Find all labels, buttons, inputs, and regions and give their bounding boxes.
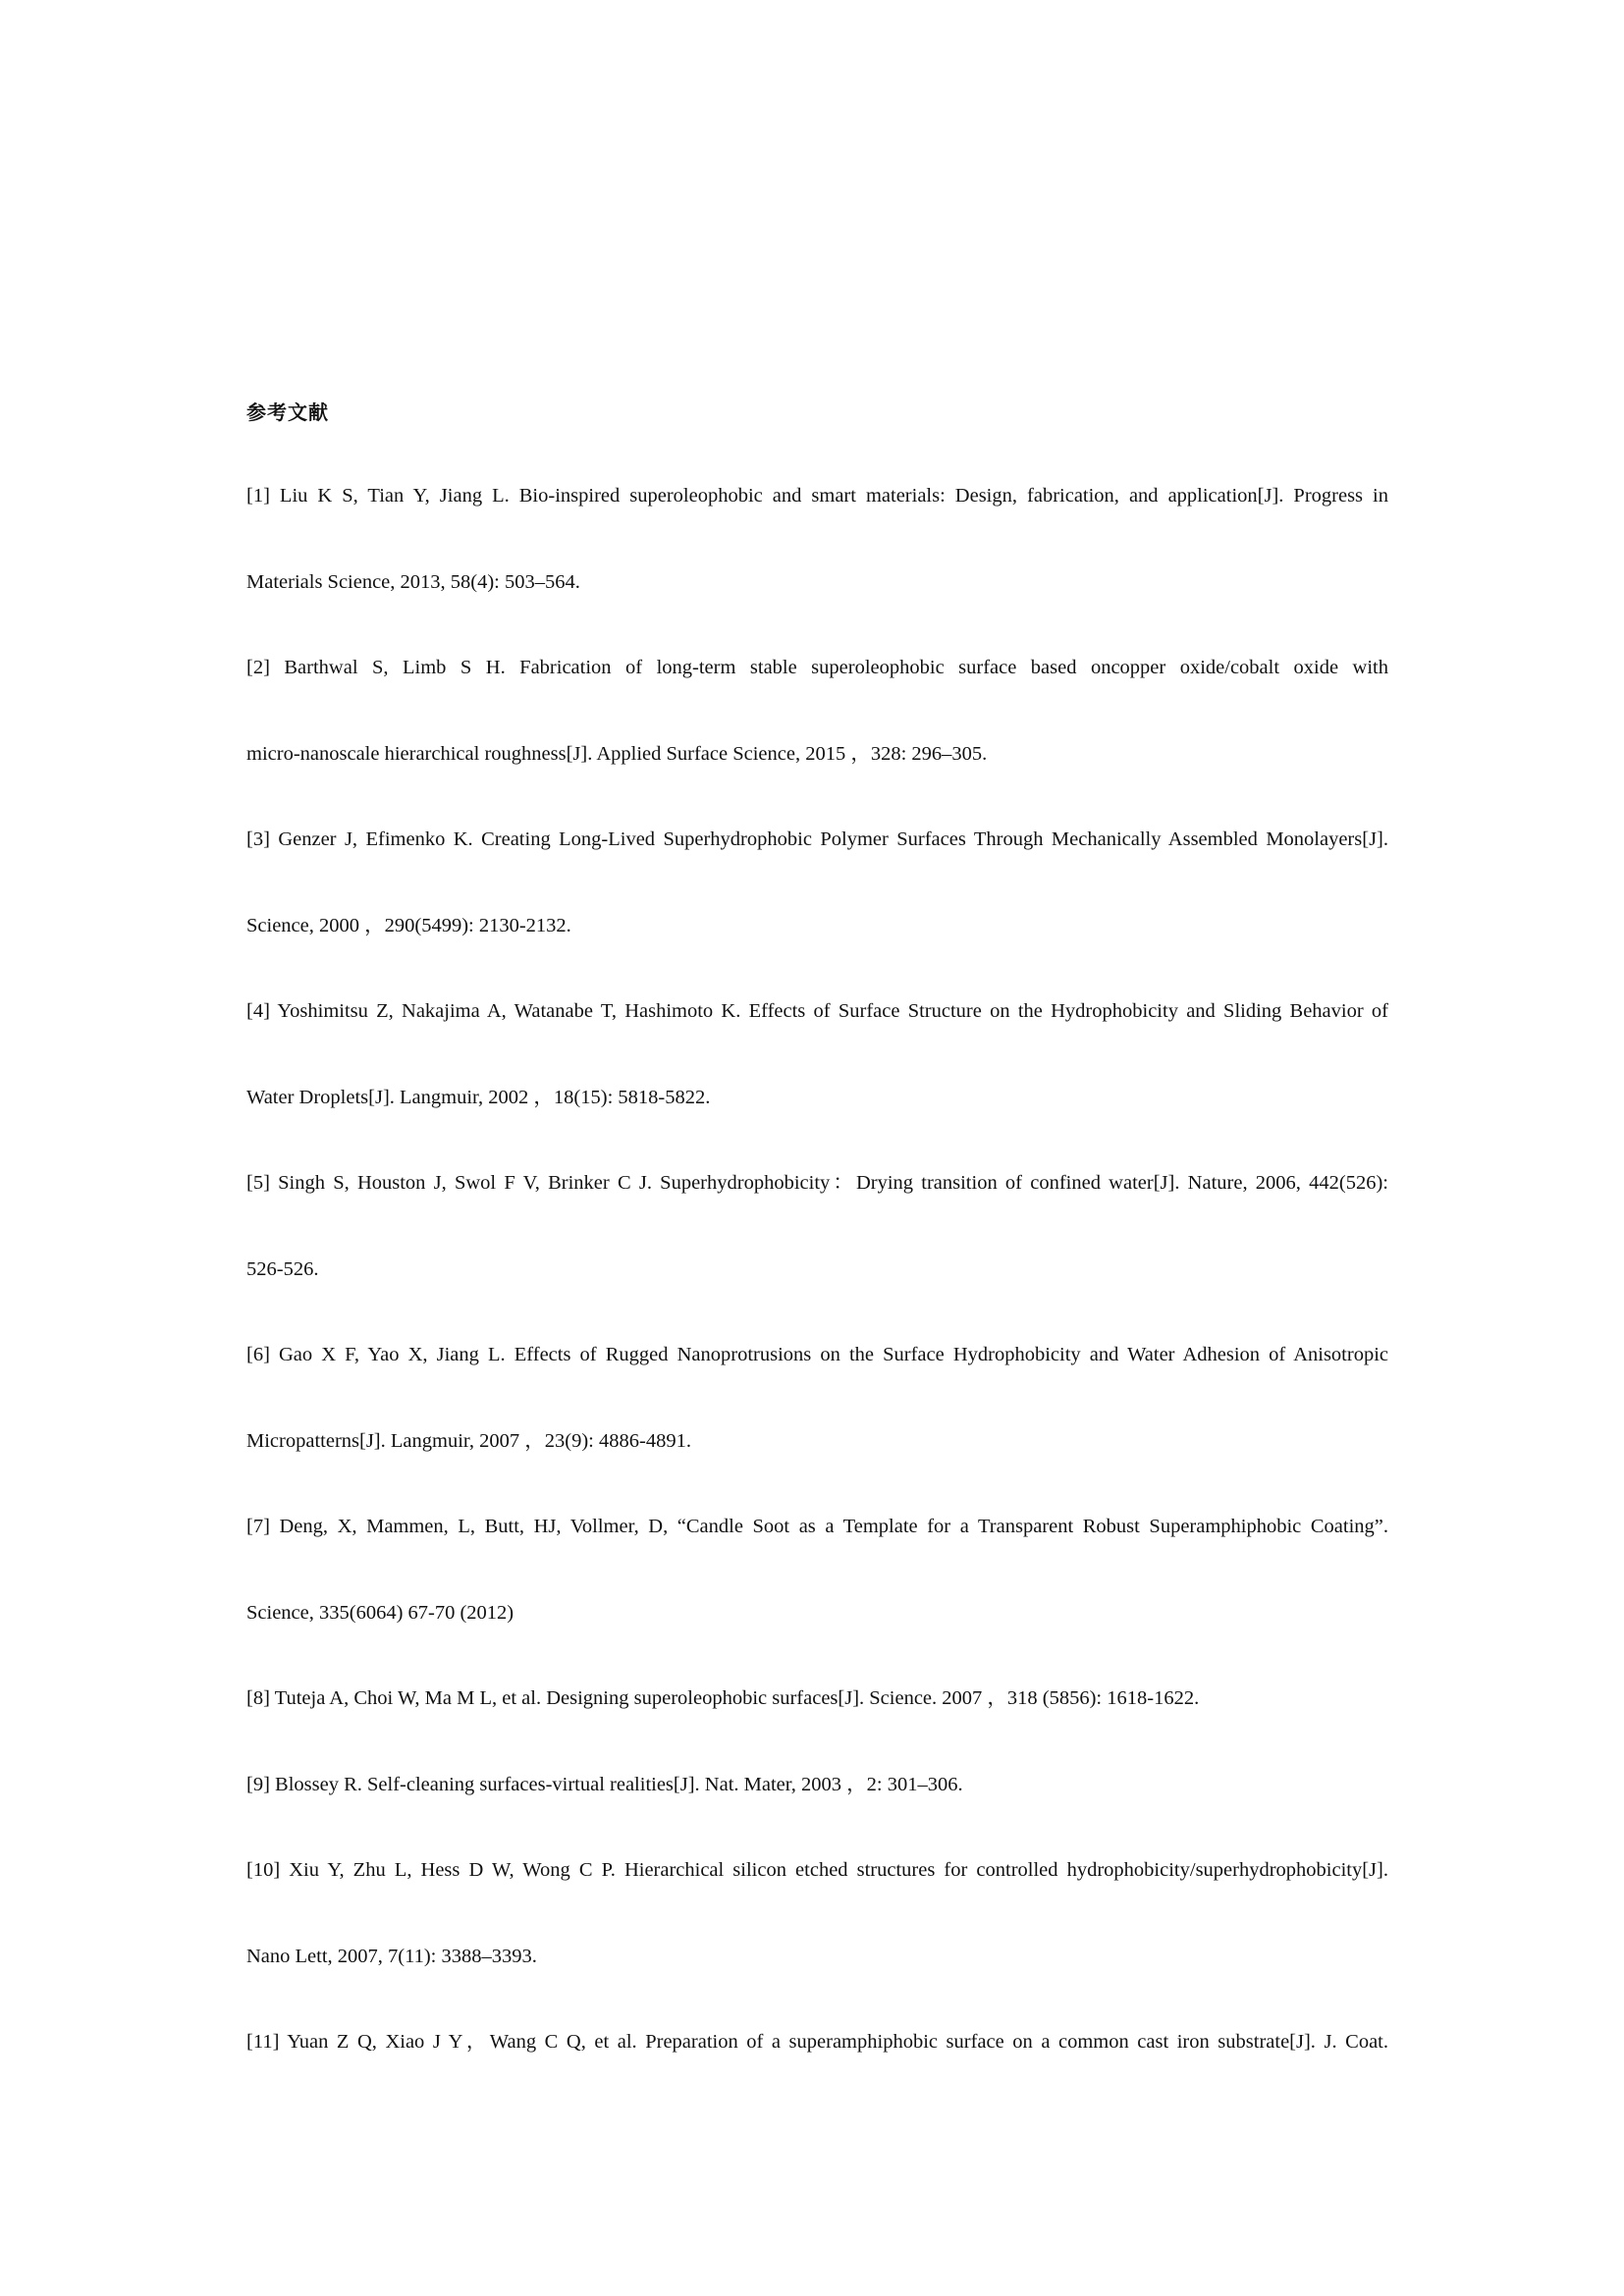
reference-10-line-1: [10] Xiu Y, Zhu L, Hess D W, Wong C P. Hierarchical silicon etched structures for controlled hydrophobicity/superhydrophobicity[J]. bbox=[246, 1859, 1388, 1881]
reference-3-line-2: Science, 2000 ，290(5499): 2130-2132. bbox=[246, 915, 571, 936]
references-heading: 参考文献 bbox=[246, 400, 329, 424]
reference-11-line-1: [11] Yuan Z Q, Xiao J Y，Wang C Q, et al. Preparation of a superamphiphobic surface on a common cast iron substrate[J]. J. Coat. bbox=[246, 2031, 1388, 2053]
reference-4-line-1: [4] Yoshimitsu Z, Nakajima A, Watanabe T, Hashimoto K. Effects of Surface Structure on the Hydrophobicity and Sliding Behavior of bbox=[246, 1000, 1388, 1022]
reference-10-line-2: Nano Lett, 2007, 7(11): 3388–3393. bbox=[246, 1946, 537, 1967]
reference-9-line-1: [9] Blossey R. Self-cleaning surfaces-virtual realities[J]. Nat. Mater, 2003 ，2: 301–306. bbox=[246, 1774, 963, 1795]
reference-5-line-1: [5] Singh S, Houston J, Swol F V, Brinker C J. Superhydrophobicity：Drying transition of confined water[J]. Nature, 2006, 442(526): bbox=[246, 1172, 1388, 1194]
reference-8-line-1: [8] Tuteja A, Choi W, Ma M L, et al. Designing superoleophobic surfaces[J]. Science. 2007 ，318 (5856): 1618-1622. bbox=[246, 1687, 1200, 1709]
reference-7-line-1: [7] Deng, X, Mammen, L, Butt, HJ, Vollmer, D, “Candle Soot as a Template for a Transparent Robust Superamphiphobic Coating”. bbox=[246, 1516, 1388, 1537]
reference-2-line-2: micro-nanoscale hierarchical roughness[J]. Applied Surface Science, 2015 ，328: 296–305. bbox=[246, 743, 988, 765]
reference-4-line-2: Water Droplets[J]. Langmuir, 2002 ，18(15): 5818-5822. bbox=[246, 1087, 711, 1108]
reference-5-line-2: 526-526. bbox=[246, 1258, 319, 1280]
reference-6-line-1: [6] Gao X F, Yao X, Jiang L. Effects of Rugged Nanoprotrusions on the Surface Hydrophobicity and Water Adhesion of Anisotropic bbox=[246, 1344, 1388, 1365]
reference-1-line-1: [1] Liu K S, Tian Y, Jiang L. Bio-inspired superoleophobic and smart materials: Design, fabrication, and application[J]. Progress in bbox=[246, 485, 1388, 507]
reference-2-line-1: [2] Barthwal S, Limb S H. Fabrication of long-term stable superoleophobic surface based oncopper oxide/cobalt oxide with bbox=[246, 657, 1388, 678]
reference-6-line-2: Micropatterns[J]. Langmuir, 2007 ，23(9): 4886-4891. bbox=[246, 1430, 691, 1452]
reference-1-line-2: Materials Science, 2013, 58(4): 503–564. bbox=[246, 571, 580, 593]
reference-3-line-1: [3] Genzer J, Efimenko K. Creating Long-Lived Superhydrophobic Polymer Surfaces Through Mechanically Assembled Monolayers[J]. bbox=[246, 828, 1388, 850]
reference-7-line-2: Science, 335(6064) 67-70 (2012) bbox=[246, 1602, 514, 1624]
